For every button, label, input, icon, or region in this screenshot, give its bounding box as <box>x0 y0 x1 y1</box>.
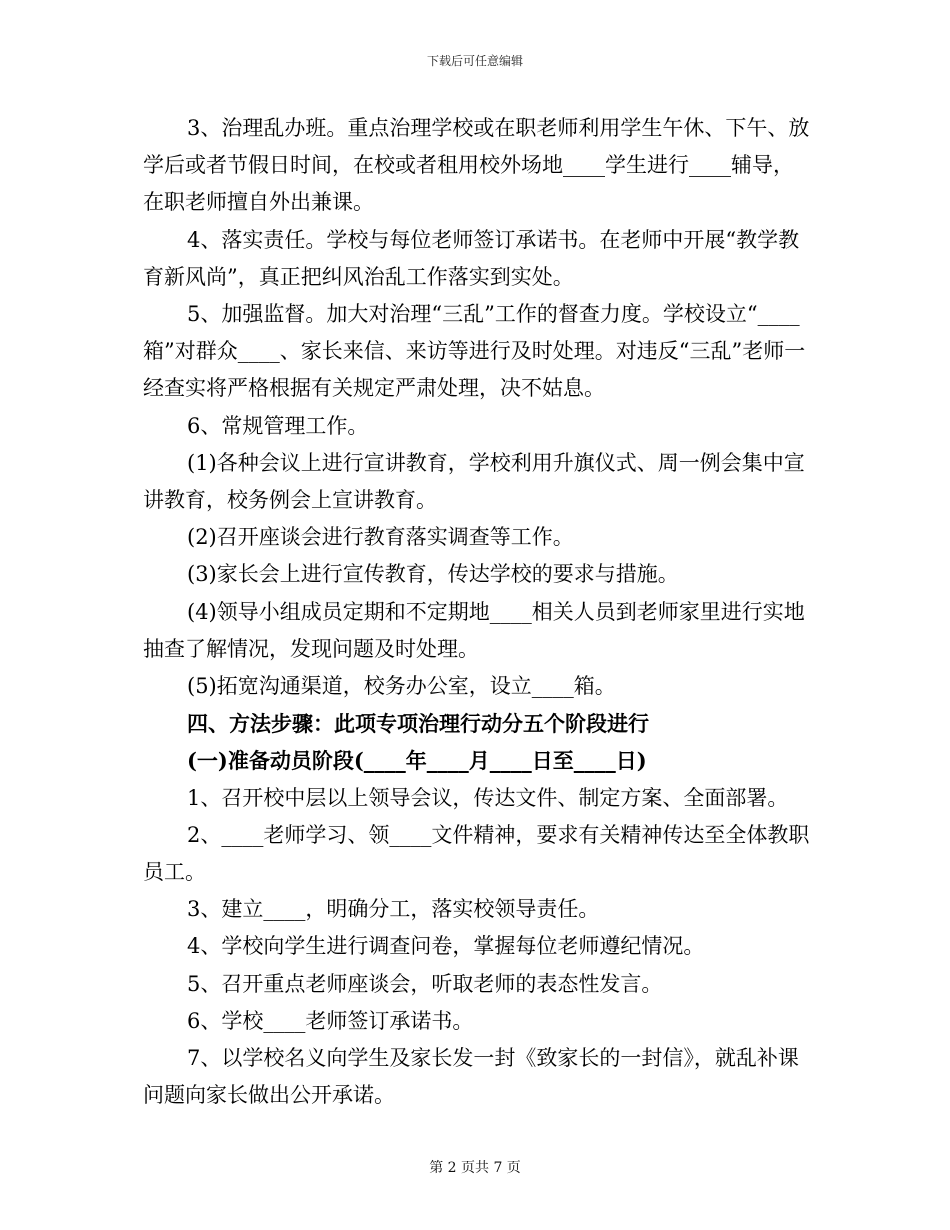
paragraph-sub-3: (3)家长会上进行宣传教育，传达学校的要求与措施。 <box>187 562 679 587</box>
step-item-3: 3、建立____，明确分工，落实校领导责任。 <box>187 897 600 922</box>
step-item-7: 7、以学校名义向学生及家长发一封《致家长的一封信》，就乱补课问题向家长做出公开承诺。 <box>143 1046 799 1108</box>
paragraph-item-3: 3、治理乱办班。重点治理学校或在职老师利用学生午休、下午、放学后或者节假日时间，在校或者租用校外场地____学生进行____辅导，在职老师擅自外出兼课。 <box>143 116 810 215</box>
step-item-4: 4、学校向学生进行调查问卷，掌握每位老师遵纪情况。 <box>187 934 705 959</box>
step-item-6: 6、学校____老师签订承诺书。 <box>187 1008 474 1033</box>
document-body <box>143 110 813 1114</box>
section-heading: 四、方法步骤：此项专项治理行动分五个阶段进行 <box>187 711 649 737</box>
paragraph-sub-4: (4)领导小组成员定期和不定期地____相关人员到老师家里进行实地抽查了解情况，发现问题及时处理。 <box>143 599 805 661</box>
paragraph-sub-5: (5)拓宽沟通渠道，校务办公室，设立____箱。 <box>187 674 616 699</box>
paragraph-item-5: 5、加强监督。加大对治理“三乱”工作的督查力度。学校设立“____箱”对群众____、家长来信、来访等进行及时处理。对违反“三乱”老师一经查实将严格根据有关规定严肃处理，决不姑息。 <box>143 302 806 401</box>
subsection-heading: (一)准备动员阶段(____年____月____日至____日) <box>187 748 647 774</box>
step-item-1: 1、召开校中层以上领导会议，传达文件、制定方案、全面部署。 <box>187 785 789 810</box>
step-item-2: 2、____老师学习、领____文件精神，要求有关精神传达至全体教职员工。 <box>143 822 810 885</box>
paragraph-sub-1: (1)各种会议上进行宣讲教育，学校利用升旗仪式、周一例会集中宣讲教育，校务例会上宣讲教育。 <box>143 450 805 513</box>
page-header: 下载后可任意编辑 <box>426 54 523 68</box>
paragraph-item-6: 6、常规管理工作。 <box>187 413 369 438</box>
paragraph-item-4: 4、落实责任。学校与每位老师签订承诺书。在老师中开展“教学教育新风尚”，真正把纠风治乱工作落实到实处。 <box>143 227 800 289</box>
step-item-5: 5、召开重点老师座谈会，听取老师的表态性发言。 <box>187 971 663 996</box>
page-footer: 第 2 页共 7 页 <box>429 1160 521 1176</box>
paragraph-sub-2: (2)召开座谈会进行教育落实调查等工作。 <box>187 525 574 550</box>
